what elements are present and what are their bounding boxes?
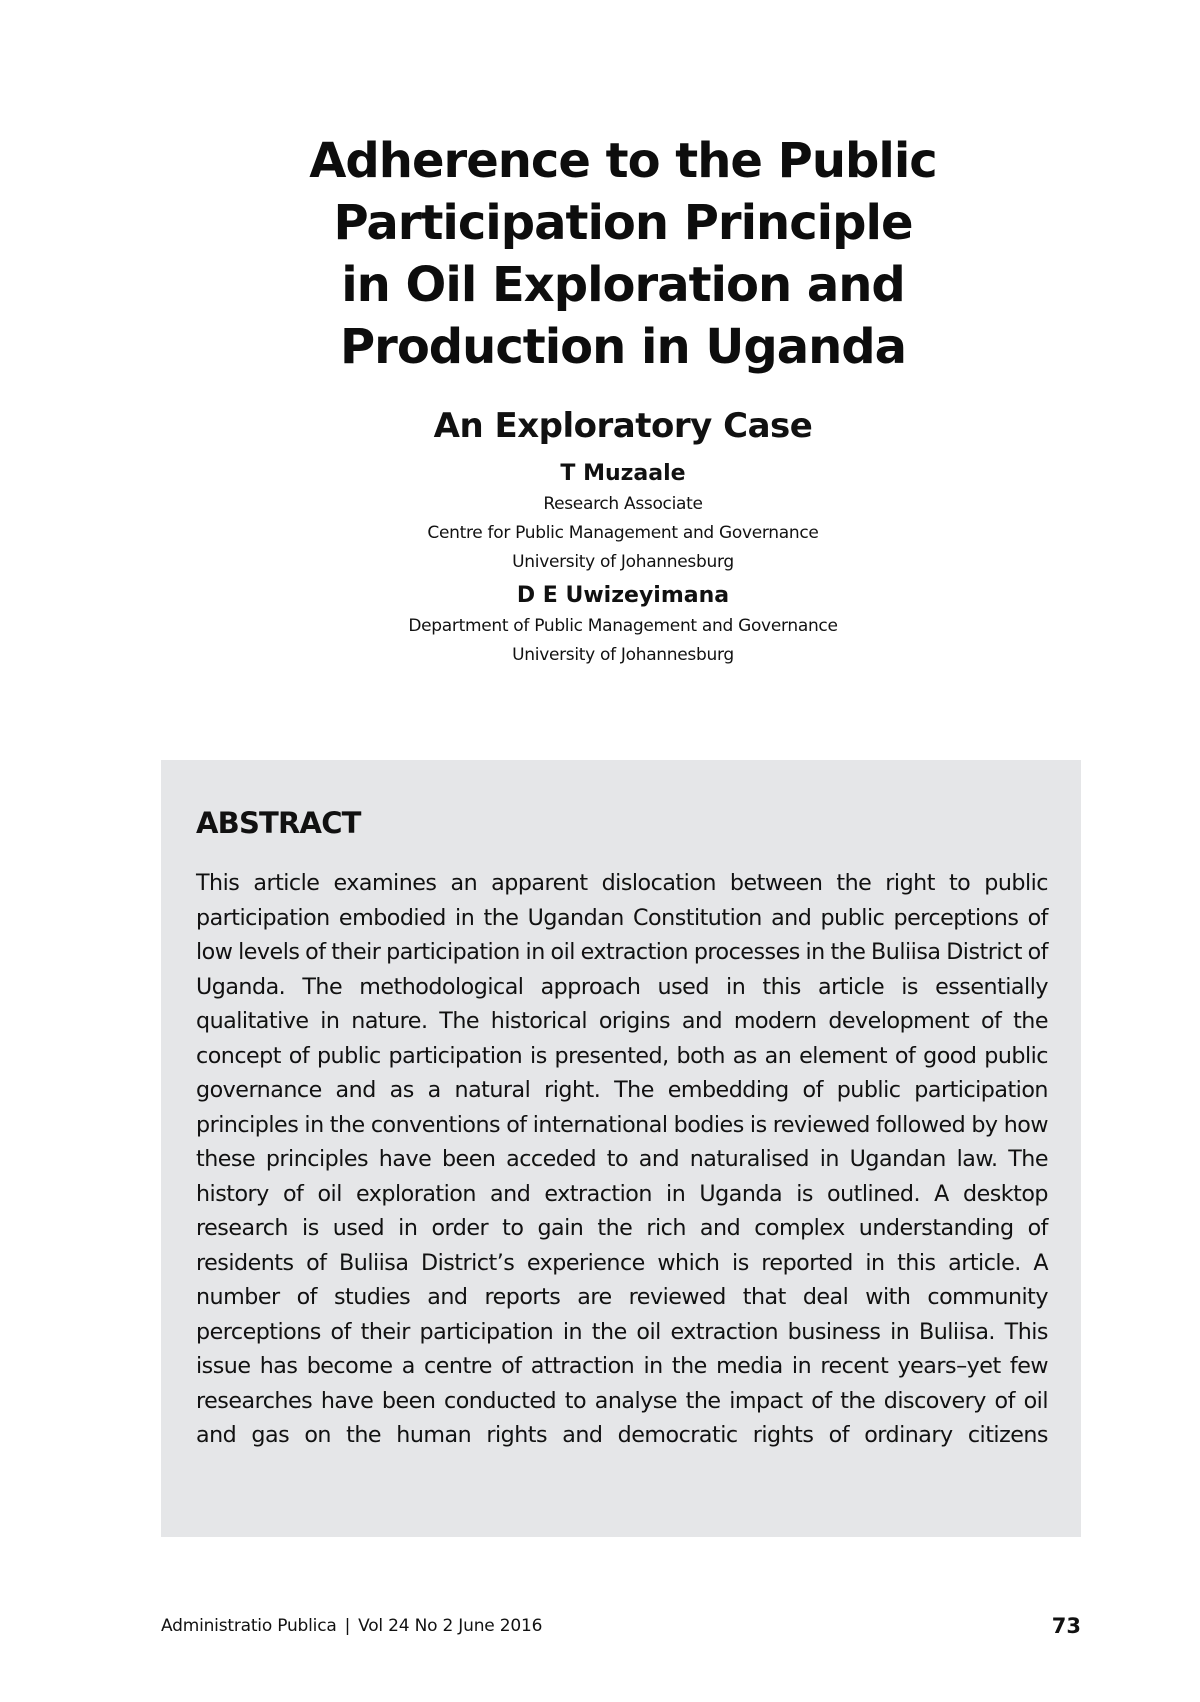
abstract-heading: ABSTRACT bbox=[196, 806, 361, 840]
footer-citation bbox=[161, 1612, 542, 1640]
author-name: T Muzaale bbox=[560, 461, 686, 486]
author-block bbox=[0, 458, 1200, 577]
author-affiliation: Centre for Public Management and Governance bbox=[427, 523, 819, 543]
title-line: in Oil Exploration and bbox=[341, 257, 905, 313]
author-affiliation: University of Johannesburg bbox=[512, 552, 734, 572]
page-footer bbox=[161, 1612, 1081, 1642]
author-affiliation: Research Associate bbox=[543, 494, 703, 514]
author-block bbox=[0, 580, 1200, 670]
journal-name: Administratio Publica bbox=[161, 1616, 337, 1636]
footer-separator: | bbox=[344, 1616, 351, 1636]
author-affiliation: University of Johannesburg bbox=[512, 645, 734, 665]
journal-issue: Vol 24 No 2 June 2016 bbox=[358, 1616, 543, 1636]
abstract-text: This article examines an apparent dislocation between the right to public participation embodied in the Ugandan Constitution and public perceptions of low levels of their participation in oil extraction processes in the Buliisa District of Uganda. The methodological approach used in this article is essentially qualitative in nature. The historical origins and modern development of the concept of public participation is presented, both as an element of good public governance and as a natural right. The embedding of public participation principles in the conventions of international bodies is reviewed followed by how these principles have been acceded to and naturalised in Ugandan law. The history of oil exploration and extraction in Uganda is outlined. A desktop research is used in order to gain the rich and complex understanding of residents of Buliisa District’s experience which is reported in this article. A number of studies and reports are reviewed that deal with community perceptions of their participation in the oil extraction business in Buliisa. This issue has become a centre of attraction in the media in recent years–yet few researches have been conducted to analyse the impact of the discovery of oil and gas on the human rights and democratic rights of ordinary citizens bbox=[196, 870, 1048, 1448]
article-title bbox=[0, 130, 1200, 378]
article-subtitle: An Exploratory Case bbox=[433, 406, 813, 446]
author-name: D E Uwizeyimana bbox=[516, 583, 730, 608]
title-line: Production in Uganda bbox=[339, 319, 907, 375]
page-number: 73 bbox=[1051, 1614, 1081, 1638]
author-affiliation: Department of Public Management and Governance bbox=[408, 616, 838, 636]
abstract-box bbox=[161, 760, 1081, 1537]
title-line: Participation Principle bbox=[333, 195, 913, 251]
title-line: Adherence to the Public bbox=[309, 133, 937, 189]
